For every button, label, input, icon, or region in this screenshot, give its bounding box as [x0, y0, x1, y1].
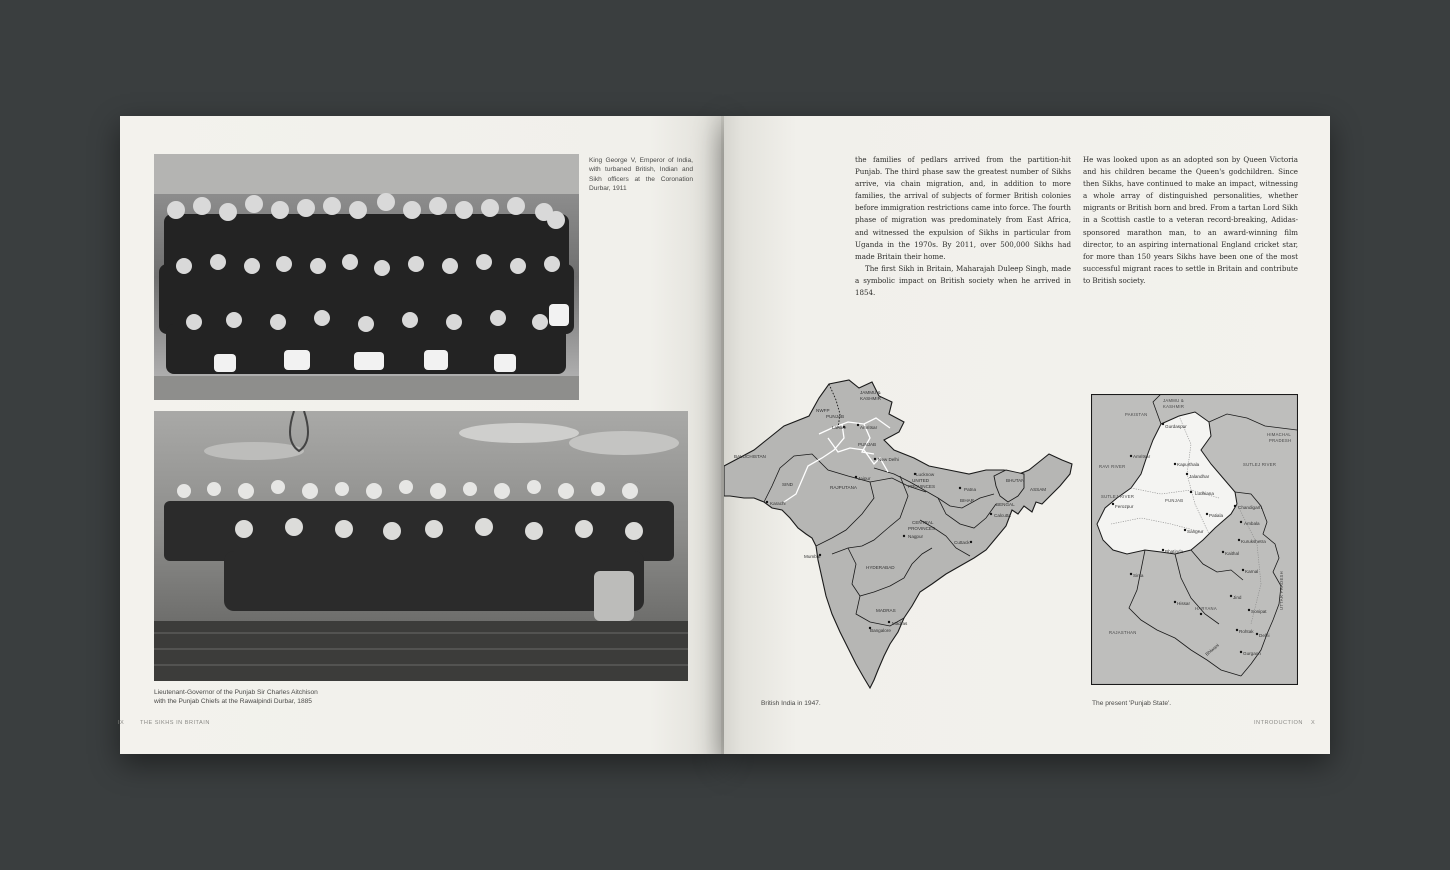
- left-page: [120, 116, 722, 754]
- punjab-state-map: [1091, 394, 1298, 685]
- map2-label-uttar-pradesh: UTTAR PRADESH: [1279, 571, 1284, 610]
- photo2-caption: [154, 688, 394, 707]
- map2-label-kurukshetra: Kurukshetra: [1241, 539, 1266, 544]
- column2-paragraph1: He was looked upon as an adopted son by Queen Victoria and his children became the Queen's godchildren. Since then Sikhs, have continued to make an impact, witnessing a whole array of distinguished personalities, whether migrants or British born and bred. From a tartan Lord Sikh in a Scottish castle to a veteran record-breaking, Adidas-sponsored marathon man, to an award-winning film director, to an aspiring international England cricket star, for more than 150 years Sikhs have been one of the most successful migrant races to settle in Britain and contribute to British society.: [1083, 155, 1298, 285]
- text-column-1: [855, 154, 1071, 299]
- map1-label-central: CENTRAL: [912, 520, 934, 525]
- map2-label-sutlej-river-pk: SUTLEJ RIVER: [1101, 494, 1135, 499]
- map2-label-ravi-river: RAVI RIVER: [1099, 464, 1126, 469]
- map1-label-karachi: Karachi: [770, 501, 786, 506]
- map1-label-bengal: BENGAL: [996, 502, 1015, 507]
- map1-label-punjab2: PUNJAB: [858, 442, 877, 447]
- map2-label-ambala: Ambala: [1244, 521, 1260, 526]
- map2-label-bhatinda: Bhatinda: [1165, 549, 1184, 554]
- map2-label-sangrur: Sangrur: [1187, 529, 1204, 534]
- map1-caption: British India in 1947.: [761, 700, 821, 707]
- map1-label-kashmir: KASHMIR: [860, 396, 881, 401]
- map2-label-amritsar: Amritsar: [1133, 454, 1151, 459]
- map2-label-patiala: Patiala: [1209, 513, 1224, 518]
- map2-label-punjab: PUNJAB: [1165, 498, 1184, 503]
- map1-label-madras: MADRAS: [876, 608, 896, 613]
- map1-label-calcutta: Calcutta: [994, 513, 1011, 518]
- map2-label-gurgaon: Gurgaon: [1243, 651, 1261, 656]
- map1-label-jammu: JAMMU &: [860, 390, 881, 395]
- map1-label-bangalore: Bangalore: [870, 628, 891, 633]
- map1-label-madras-city: Madras: [892, 621, 908, 626]
- map2-label-jalandhar: Jalandhar: [1189, 474, 1210, 479]
- column1-paragraph1: the families of pedlars arrived from the partition-hit Punjab. The third phase saw the greatest number of Sikhs arrive, via chain migration, and, in addition to more families, the arrival of subjects of former British colonies before immigration restrictions came into force. The fourth phase of migration was predominately from East Africa, and witnessed the expulsion of Sikhs in particular from Uganda in the 1970s. By 2011, over 500,000 Sikhs had made Britain their home.: [855, 155, 1071, 261]
- map1-label-nwfp: NWFP: [816, 408, 830, 413]
- map2-label-karnal: Karnal: [1245, 569, 1259, 574]
- map2-label-sirsa: Sirsa: [1133, 573, 1144, 578]
- map1-label-nagpur: Nagpur: [908, 534, 924, 539]
- map1-label-bihar: BIHAR: [960, 498, 975, 503]
- map1-label-new-delhi: New Delhi: [878, 457, 899, 462]
- text-column-2: [1083, 154, 1298, 287]
- map2-caption: The present 'Punjab State'.: [1092, 700, 1172, 707]
- photo2-caption-line2: with the Punjab Chiefs at the Rawalpindi Durbar, 1885: [154, 698, 312, 706]
- map1-label-cuttack: Cuttack: [954, 540, 970, 545]
- map2-label-jammu: JAMMU &: [1163, 398, 1184, 403]
- photo2-caption-line1: Lieutenant-Governor of the Punjab Sir Charles Aitchison: [154, 689, 318, 696]
- coronation-durbar-photo: [154, 154, 579, 400]
- map2-label-gurdaspur: Gurdaspur: [1165, 424, 1187, 429]
- map2-label-hissar: Hissar: [1177, 601, 1191, 606]
- map2-label-jind: Jind: [1233, 595, 1242, 600]
- map1-label-amritsar: Amritsar: [860, 425, 878, 430]
- map2-label-pradesh: PRADESH: [1269, 438, 1292, 443]
- map2-label-delhi: Delhi: [1259, 633, 1270, 638]
- map2-label-kaithal: Kaithal: [1225, 551, 1240, 556]
- map1-label-baluchistan: BALUCHISTAN: [734, 454, 766, 459]
- right-running-head: INTRODUCTION: [1254, 720, 1303, 726]
- map1-label-punjab: PUNJAB: [826, 414, 845, 419]
- map1-label-rajputana: RAJPUTANA: [830, 485, 857, 490]
- rawalpindi-durbar-photo: [154, 411, 688, 681]
- map2-label-rohtak: Rohtak: [1239, 629, 1254, 634]
- map2-label-rajasthan: RAJASTHAN: [1109, 630, 1137, 635]
- map1-label-lahore: Lahore: [832, 425, 847, 430]
- map2-label-himachal: HIMACHAL: [1267, 432, 1292, 437]
- left-folio-number: IX: [118, 720, 125, 726]
- map1-label-jaipur: Jaipur: [858, 476, 871, 481]
- map1-label-united: UNITED: [912, 478, 930, 483]
- map2-label-ferozpur: Ferozpur: [1115, 504, 1134, 509]
- map2-label-sonipat: Sonipat: [1251, 609, 1267, 614]
- map1-label-hyderabad: HYDERABAD: [866, 565, 895, 570]
- right-folio-number: X: [1311, 720, 1316, 726]
- map1-label-bhutan: BHUTAN: [1006, 478, 1025, 483]
- map1-label-assam: ASSAM: [1030, 487, 1047, 492]
- right-page: [724, 116, 1330, 754]
- map1-label-provinces: PROVINCES: [908, 484, 936, 489]
- map1-label-lucknow: Lucknow: [916, 472, 935, 477]
- column1-paragraph2: The first Sikh in Britain, Maharajah Duleep Singh, made a symbolic impact on British society when he arrived in 1854.: [855, 263, 1071, 298]
- map2-label-pakistan: PAKISTAN: [1125, 412, 1148, 417]
- photo1-caption: King George V, Emperor of India, with turbaned British, Indian and Sikh officers at the Coronation Durbar, 1911: [589, 157, 693, 193]
- british-india-map: [724, 378, 1074, 690]
- map2-label-sutlej-river: SUTLEJ RIVER: [1243, 462, 1277, 467]
- map2-label-haryana: HARYANA: [1195, 606, 1217, 611]
- map2-label-kashmir: KASHMIR: [1163, 404, 1185, 409]
- map1-label-patna: Patna: [964, 487, 977, 492]
- map1-label-mumbai: Mumbai: [804, 554, 821, 559]
- map2-label-ludhiana: Ludhiana: [1195, 491, 1214, 496]
- map2-label-chandigarh: Chandigarh: [1238, 505, 1262, 510]
- map2-label-kapurthala: Kapurthala: [1177, 462, 1200, 467]
- left-running-head: THE SIKHS IN BRITAIN: [140, 720, 210, 726]
- map1-label-central-provinces: PROVINCES: [908, 526, 936, 531]
- map2-label-bhiwani: Bhiwani: [1204, 642, 1220, 657]
- map1-label-sind: SIND: [782, 482, 793, 487]
